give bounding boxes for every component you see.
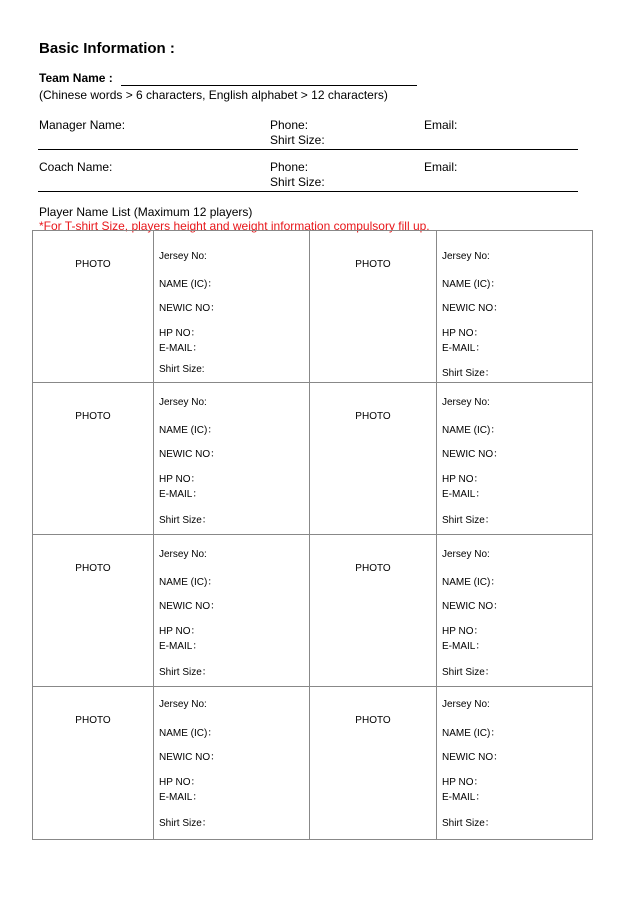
coach-phone-label: Phone: <box>270 160 309 174</box>
name-ic-label: NAME (IC)： <box>442 577 501 588</box>
team-name-field[interactable] <box>121 85 417 86</box>
jersey-no-label: Jersey No: <box>442 397 490 408</box>
name-ic-label: NAME (IC)： <box>159 279 218 290</box>
hp-no-label: HP NO： <box>159 777 201 788</box>
player-photo-cell[interactable] <box>310 383 437 535</box>
player-info-cell <box>437 231 593 383</box>
manager-email-label: Email: <box>424 118 458 132</box>
photo-label: PHOTO <box>75 259 111 270</box>
email-label: E-MAIL： <box>159 343 203 354</box>
player-photo-cell[interactable] <box>33 231 154 383</box>
player-info-cell <box>154 231 310 383</box>
jersey-no-label: Jersey No: <box>442 549 490 560</box>
hp-no-label: HP NO： <box>442 328 484 339</box>
player-info-cell <box>437 535 593 687</box>
player-list-title: Player Name List (Maximum 12 players) <box>39 205 253 219</box>
email-label: E-MAIL： <box>159 792 203 803</box>
manager-name-label: Manager Name: <box>39 118 126 132</box>
page-title: Basic Information : <box>39 40 175 57</box>
hp-no-label: HP NO： <box>159 626 201 637</box>
manager-shirt-label: Shirt Size: <box>270 133 325 147</box>
name-ic-label: NAME (IC)： <box>159 728 218 739</box>
hp-no-label: HP NO： <box>442 626 484 637</box>
newic-no-label: NEWIC NO： <box>159 752 221 763</box>
player-table <box>32 230 593 840</box>
coach-name-label: Coach Name: <box>39 160 113 174</box>
name-ic-label: NAME (IC)： <box>442 425 501 436</box>
newic-no-label: NEWIC NO： <box>442 303 504 314</box>
team-name-label: Team Name : <box>39 71 113 85</box>
coach-row-divider <box>38 191 578 192</box>
player-info-cell <box>154 535 310 687</box>
shirt-size-label: Shirt Size： <box>442 515 495 526</box>
player-photo-cell[interactable] <box>310 687 437 840</box>
hp-no-label: HP NO： <box>159 474 201 485</box>
player-photo-cell[interactable] <box>33 687 154 840</box>
player-photo-cell[interactable] <box>310 535 437 687</box>
photo-label: PHOTO <box>75 715 111 726</box>
tshirt-size-note: *For T-shirt Size, players height and weight information compulsory fill up. <box>39 219 430 233</box>
email-label: E-MAIL： <box>159 641 203 652</box>
manager-row-divider <box>38 149 578 150</box>
email-label: E-MAIL： <box>442 489 486 500</box>
photo-label: PHOTO <box>355 411 391 422</box>
name-ic-label: NAME (IC)： <box>442 728 501 739</box>
shirt-size-label: Shirt Size： <box>442 368 495 379</box>
jersey-no-label: Jersey No: <box>159 549 207 560</box>
shirt-size-label: Shirt Size： <box>159 667 212 678</box>
manager-phone-label: Phone: <box>270 118 309 132</box>
player-photo-cell[interactable] <box>33 383 154 535</box>
newic-no-label: NEWIC NO： <box>159 449 221 460</box>
email-label: E-MAIL： <box>442 343 486 354</box>
name-ic-label: NAME (IC)： <box>159 425 218 436</box>
photo-label: PHOTO <box>355 715 391 726</box>
name-ic-label: NAME (IC)： <box>442 279 501 290</box>
email-label: E-MAIL： <box>159 489 203 500</box>
coach-shirt-label: Shirt Size: <box>270 175 325 189</box>
newic-no-label: NEWIC NO： <box>442 449 504 460</box>
jersey-no-label: Jersey No: <box>159 397 207 408</box>
team-name-note: (Chinese words > 6 characters, English alphabet > 12 characters) <box>39 88 388 102</box>
photo-label: PHOTO <box>355 259 391 270</box>
player-row <box>33 535 593 687</box>
shirt-size-label: Shirt Size: <box>159 364 205 375</box>
shirt-size-label: Shirt Size： <box>442 667 495 678</box>
hp-no-label: HP NO： <box>159 328 201 339</box>
player-row <box>33 687 593 840</box>
newic-no-label: NEWIC NO： <box>159 601 221 612</box>
jersey-no-label: Jersey No: <box>159 251 207 262</box>
player-info-cell <box>437 687 593 840</box>
jersey-no-label: Jersey No: <box>159 699 207 710</box>
jersey-no-label: Jersey No: <box>442 251 490 262</box>
email-label: E-MAIL： <box>442 641 486 652</box>
photo-label: PHOTO <box>75 563 111 574</box>
photo-label: PHOTO <box>75 411 111 422</box>
jersey-no-label: Jersey No: <box>442 699 490 710</box>
name-ic-label: NAME (IC)： <box>159 577 218 588</box>
newic-no-label: NEWIC NO： <box>442 752 504 763</box>
player-info-cell <box>154 383 310 535</box>
email-label: E-MAIL： <box>442 792 486 803</box>
player-info-cell <box>437 383 593 535</box>
newic-no-label: NEWIC NO： <box>442 601 504 612</box>
player-info-cell <box>154 687 310 840</box>
shirt-size-label: Shirt Size： <box>159 515 212 526</box>
player-photo-cell[interactable] <box>33 535 154 687</box>
player-row <box>33 231 593 383</box>
shirt-size-label: Shirt Size： <box>159 818 212 829</box>
coach-email-label: Email: <box>424 160 458 174</box>
player-row <box>33 383 593 535</box>
photo-label: PHOTO <box>355 563 391 574</box>
newic-no-label: NEWIC NO： <box>159 303 221 314</box>
hp-no-label: HP NO： <box>442 777 484 788</box>
shirt-size-label: Shirt Size： <box>442 818 495 829</box>
hp-no-label: HP NO： <box>442 474 484 485</box>
player-photo-cell[interactable] <box>310 231 437 383</box>
